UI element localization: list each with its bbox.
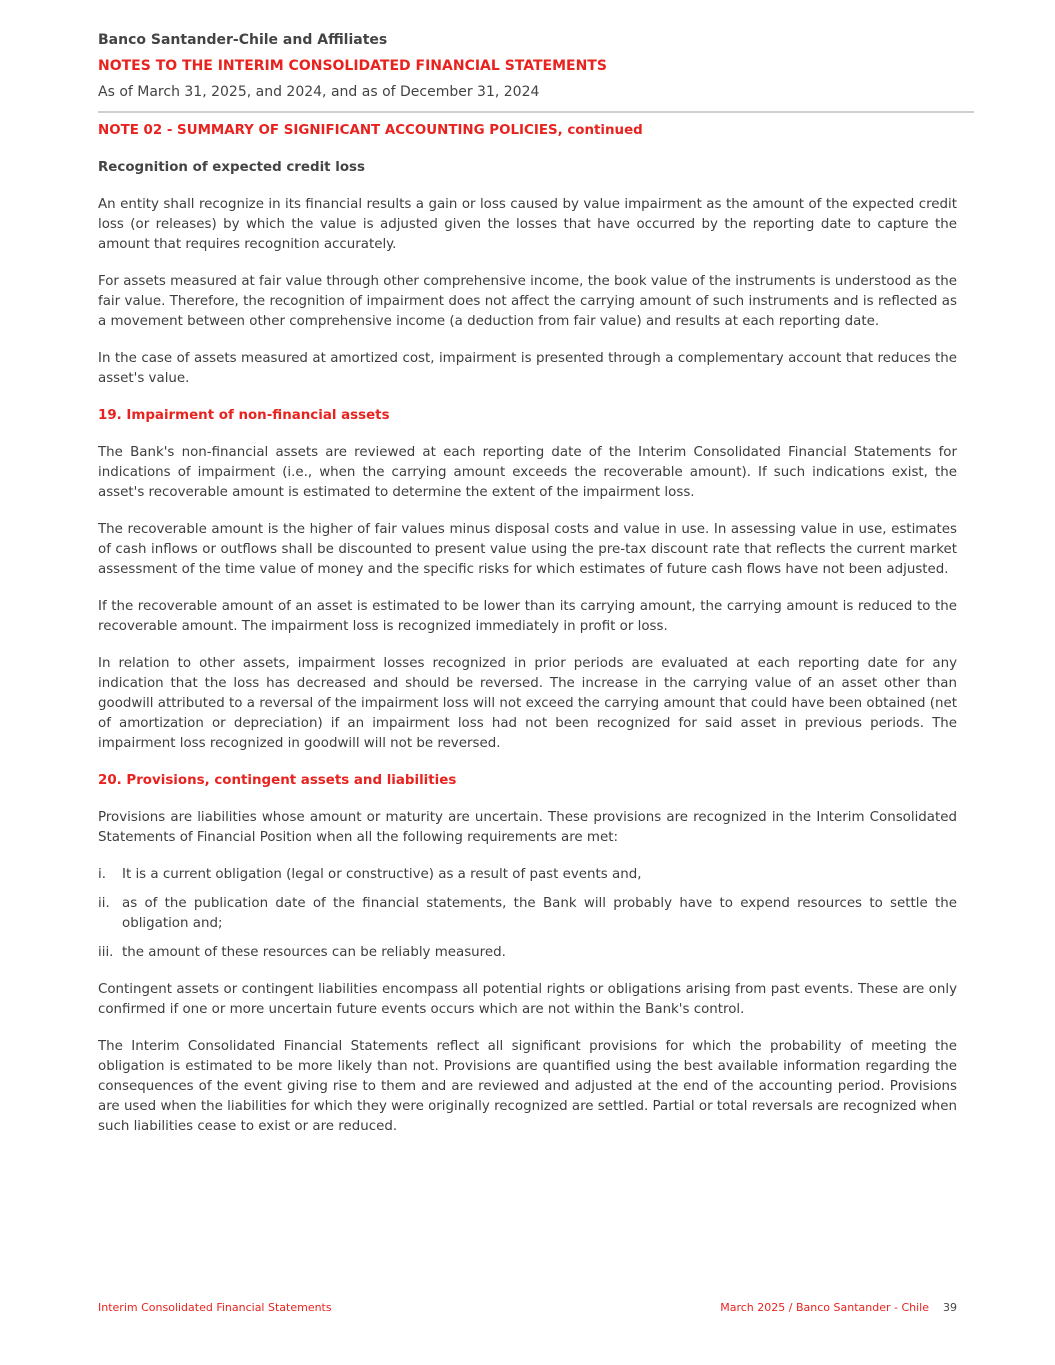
requirements-list [98, 865, 957, 963]
list-item-text: as of the publication date of the financial statements, the Bank will probably have to expend resources to settle the obligation and; [122, 896, 957, 931]
section-19-paragraph: The Bank's non-financial assets are reviewed at each reporting date of the Interim Consolidated Financial Statements for indications of impairment (i.e., when the carrying amount exceeds the recoverable amount). If such indications exist, the asset's recoverable amount is estimated to determine the extent of the impairment loss. [98, 445, 957, 500]
section-19-paragraph: If the recoverable amount of an asset is estimated to be lower than its carrying amount, the carrying amount is reduced to the recoverable amount. The impairment loss is recognized immediately in profit or loss. [98, 599, 957, 634]
footer-period: March 2025 / Banco Santander - Chile [720, 1301, 929, 1314]
company-name: Banco Santander-Chile and Affiliates [98, 32, 388, 48]
list-item-number: i. [98, 867, 106, 882]
as-of-date: As of March 31, 2025, and 2024, and as of December 31, 2024 [98, 84, 540, 100]
page-header [98, 30, 974, 102]
footer-right [720, 1301, 957, 1314]
ecl-paragraph: An entity shall recognize in its financial results a gain or loss caused by value impairment as the amount of the expected credit loss (or releases) by which the value is adjusted given the losses that have occurred by the reporting date to capture the amount that requires recognition accurately. [98, 197, 957, 252]
section-19-heading: 19. Impairment of non-financial assets [98, 408, 390, 423]
page-body [98, 119, 957, 1137]
header-divider [98, 111, 974, 113]
list-item-text: It is a current obligation (legal or constructive) as a result of past events and, [122, 867, 642, 882]
list-item-number: ii. [98, 896, 110, 911]
list-item-number: iii. [98, 945, 114, 960]
ecl-heading: Recognition of expected credit loss [98, 160, 365, 175]
note-title: NOTE 02 - SUMMARY OF SIGNIFICANT ACCOUNTING POLICIES, continued [98, 123, 643, 138]
section-19-paragraph: In relation to other assets, impairment losses recognized in prior periods are evaluated at each reporting date for any indication that the loss has decreased and should be reversed. The increase in the carrying value of an asset other than goodwill attributed to a reversal of the impairment loss will not exceed the carrying amount that could have been obtained (net of amortization or depreciation) if an impairment loss had not been recognized for said asset in previous periods. The impairment loss recognized in goodwill will not be reversed. [98, 656, 957, 751]
page-number: 39 [943, 1301, 957, 1314]
section-20-paragraph: The Interim Consolidated Financial Statements reflect all significant provisions for which the probability of meeting the obligation is estimated to be more likely than not. Provisions are quantified using the best available information regarding the consequences of the event giving rise to them and are reviewed and adjusted at the end of the accounting period. Provisions are used when the liabilities for which they were originally recognized are settled. Partial or total reversals are recognized when such liabilities cease to exist or are reduced. [98, 1039, 957, 1134]
section-20-paragraph: Contingent assets or contingent liabilities encompass all potential rights or obligations arising from past events. These are only confirmed if one or more uncertain future events occurs which are not within the Bank's control. [98, 982, 957, 1017]
ecl-paragraph: In the case of assets measured at amortized cost, impairment is presented through a complementary account that reduces the asset's value. [98, 351, 957, 386]
list-item [98, 894, 957, 934]
document-title: NOTES TO THE INTERIM CONSOLIDATED FINANCIAL STATEMENTS [98, 58, 607, 74]
list-item-text: the amount of these resources can be reliably measured. [122, 945, 506, 960]
ecl-paragraph: For assets measured at fair value through other comprehensive income, the book value of the instruments is understood as the fair value. Therefore, the recognition of impairment does not affect the carrying amount of such instruments and is reflected as a movement between other comprehensive income (a deduction from fair value) and results at each reporting date. [98, 274, 957, 329]
section-19-paragraph: The recoverable amount is the higher of fair values minus disposal costs and value in use. In assessing value in use, estimates of cash inflows or outflows shall be discounted to present value using the pre-tax discount rate that reflects the current market assessment of the time value of money and the specific risks for which estimates of future cash flows have not been adjusted. [98, 522, 957, 577]
section-20-intro: Provisions are liabilities whose amount or maturity are uncertain. These provisions are recognized in the Interim Consolidated Statements of Financial Position when all the following requirements are met: [98, 810, 957, 845]
list-item [98, 943, 957, 963]
list-item [98, 865, 957, 885]
section-20-heading: 20. Provisions, contingent assets and liabilities [98, 773, 457, 788]
footer-document-name: Interim Consolidated Financial Statements [98, 1301, 332, 1314]
